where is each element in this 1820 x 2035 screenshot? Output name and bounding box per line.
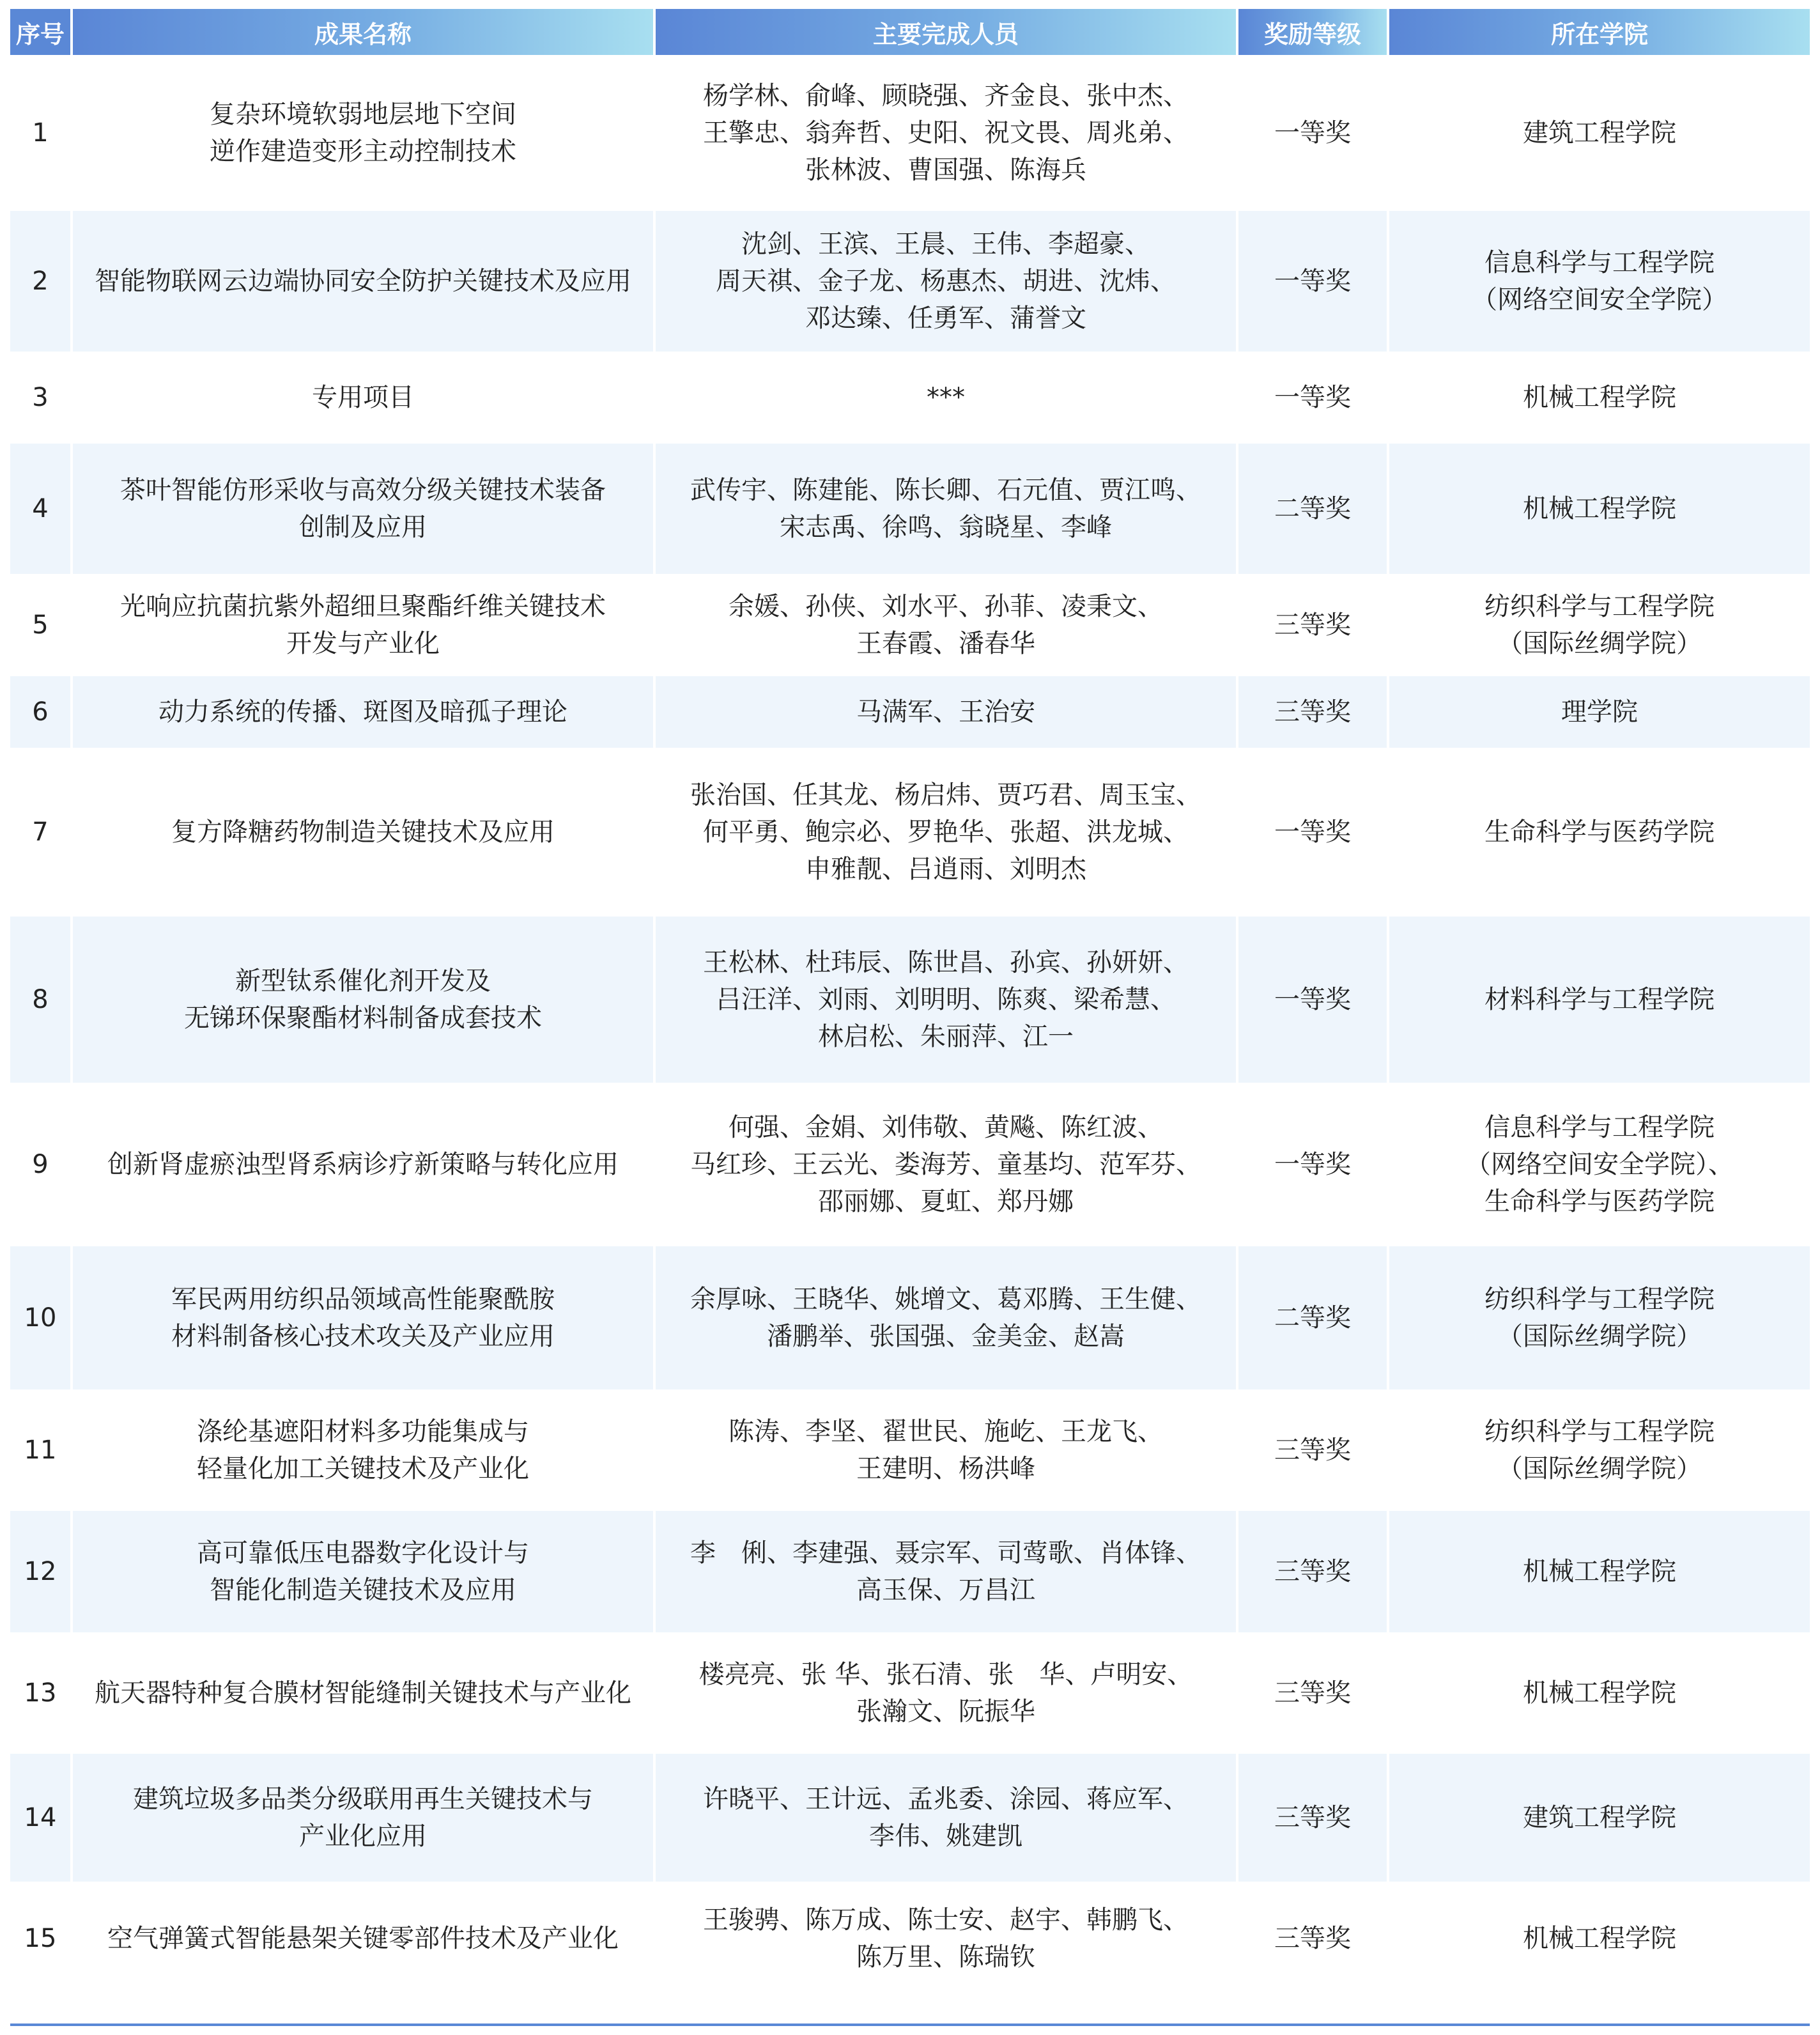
cell-name-line: 无锑环保聚酯材料制备成套技术 <box>184 1003 542 1033</box>
cell-college-line: 理学院 <box>1561 697 1638 727</box>
cell-name-line: 涤纶基遮阳材料多功能集成与 <box>197 1417 529 1446</box>
table-row <box>10 917 1810 1083</box>
cell-people-line: 张林波、曹国强、陈海兵 <box>805 155 1086 185</box>
cell-seq: 13 <box>10 1632 73 1754</box>
table-header <box>10 9 1810 55</box>
header-seq: 序号 <box>10 9 73 55</box>
cell-college-line: （国际丝绸学院） <box>1497 1322 1702 1351</box>
table-row <box>10 1511 1810 1632</box>
cell-name-line: 材料制备核心技术攻关及产业应用 <box>171 1322 555 1351</box>
cell-college <box>1389 1389 1810 1511</box>
cell-name <box>73 352 656 444</box>
cell-college-line: 机械工程学院 <box>1523 1557 1676 1586</box>
cell-name-line: 产业化应用 <box>299 1822 427 1851</box>
cell-level: 一等奖 <box>1238 352 1389 444</box>
cell-college-line: 机械工程学院 <box>1523 1924 1676 1953</box>
cell-college-line: （国际丝绸学院） <box>1497 629 1702 658</box>
cell-people-line: *** <box>927 383 965 412</box>
table-row <box>10 676 1810 748</box>
table-row <box>10 1389 1810 1511</box>
cell-people-line: 何强、金娟、刘伟敬、黄飚、陈红波、 <box>729 1113 1163 1142</box>
cell-people-line: 林启松、朱丽萍、江一 <box>818 1022 1074 1051</box>
table-row <box>10 1882 1810 1995</box>
cell-people-line: 马满军、王治安 <box>856 697 1035 727</box>
cell-people-line: 邓达臻、任勇军、蒲誉文 <box>805 304 1086 333</box>
cell-name <box>73 1246 656 1389</box>
cell-people-line: 周天祺、金子龙、杨惠杰、胡进、沈炜、 <box>716 267 1176 296</box>
cell-college-line: 纺织科学与工程学院 <box>1485 1417 1715 1446</box>
cell-college-line: 生命科学与医药学院 <box>1485 817 1715 847</box>
cell-people-line: 陈涛、李坚、翟世民、施屹、王龙飞、 <box>729 1417 1163 1446</box>
cell-people <box>656 55 1238 211</box>
cell-college <box>1389 1511 1810 1632</box>
cell-college <box>1389 676 1810 748</box>
cell-name <box>73 211 656 352</box>
cell-seq: 7 <box>10 748 73 917</box>
cell-people-line: 余厚咏、王晓华、姚增文、葛邓腾、王生健、 <box>690 1285 1201 1314</box>
cell-people-line: 王建明、杨洪峰 <box>856 1454 1035 1483</box>
cell-name <box>73 1632 656 1754</box>
cell-college-line: 信息科学与工程学院 <box>1485 248 1715 277</box>
table-row <box>10 444 1810 574</box>
cell-college-line: 纺织科学与工程学院 <box>1485 592 1715 621</box>
cell-seq: 6 <box>10 676 73 748</box>
cell-college-line: 机械工程学院 <box>1523 494 1676 523</box>
cell-name-line: 复方降糖药物制造关键技术及应用 <box>171 817 555 847</box>
cell-people-line: 张瀚文、阮振华 <box>856 1697 1035 1726</box>
cell-people-line: 宋志禹、徐鸣、翁晓星、李峰 <box>780 513 1112 542</box>
cell-people <box>656 1754 1238 1882</box>
cell-level: 三等奖 <box>1238 574 1389 676</box>
cell-name-line: 空气弹簧式智能悬架关键零部件技术及产业化 <box>107 1924 619 1953</box>
cell-people-line: 马红珍、王云光、娄海芳、童基均、范军芬、 <box>690 1150 1201 1179</box>
cell-level: 一等奖 <box>1238 748 1389 917</box>
table-body <box>10 55 1810 1995</box>
cell-people <box>656 1389 1238 1511</box>
cell-college-line: 材料科学与工程学院 <box>1485 985 1715 1014</box>
cell-level: 三等奖 <box>1238 676 1389 748</box>
cell-college-line: 生命科学与医药学院 <box>1485 1187 1715 1216</box>
header-college: 所在学院 <box>1389 9 1810 55</box>
cell-college <box>1389 1632 1810 1754</box>
cell-seq: 8 <box>10 917 73 1083</box>
cell-people <box>656 444 1238 574</box>
cell-people-line: 潘鹏举、张国强、金美金、赵嵩 <box>767 1322 1125 1351</box>
cell-college-line: 建筑工程学院 <box>1523 118 1676 148</box>
cell-college <box>1389 1754 1810 1882</box>
table-row <box>10 1083 1810 1246</box>
cell-seq: 9 <box>10 1083 73 1246</box>
cell-seq: 10 <box>10 1246 73 1389</box>
cell-people <box>656 211 1238 352</box>
cell-level: 一等奖 <box>1238 55 1389 211</box>
cell-name <box>73 574 656 676</box>
cell-people-line: 王骏骋、陈万成、陈士安、赵宇、韩鹏飞、 <box>703 1905 1189 1935</box>
cell-level: 一等奖 <box>1238 211 1389 352</box>
cell-name-line: 动力系统的传播、斑图及暗孤子理论 <box>158 697 567 727</box>
cell-people-line: 武传宇、陈建能、陈长卿、石元值、贾江鸣、 <box>690 476 1201 505</box>
cell-college-line: 机械工程学院 <box>1523 383 1676 412</box>
cell-name-line: 轻量化加工关键技术及产业化 <box>197 1454 529 1483</box>
cell-people-line: 高玉保、万昌江 <box>856 1575 1035 1605</box>
bottom-rule <box>10 2023 1810 2026</box>
cell-seq: 3 <box>10 352 73 444</box>
cell-name-line: 建筑垃圾多品类分级联用再生关键技术与 <box>133 1784 593 1814</box>
cell-people-line: 杨学林、俞峰、顾晓强、齐金良、张中杰、 <box>703 81 1189 111</box>
cell-people-line: 李 俐、李建强、聂宗军、司莺歌、肖体锋、 <box>690 1538 1201 1568</box>
cell-name <box>73 1754 656 1882</box>
cell-name-line: 军民两用纺织品领域高性能聚酰胺 <box>171 1285 555 1314</box>
cell-level: 三等奖 <box>1238 1389 1389 1511</box>
cell-college <box>1389 444 1810 574</box>
cell-college <box>1389 574 1810 676</box>
cell-people <box>656 1632 1238 1754</box>
cell-college-line: 信息科学与工程学院 <box>1485 1113 1715 1142</box>
cell-name <box>73 917 656 1083</box>
cell-seq: 12 <box>10 1511 73 1632</box>
cell-college <box>1389 352 1810 444</box>
award-table <box>10 9 1810 1995</box>
cell-level: 三等奖 <box>1238 1511 1389 1632</box>
cell-people-line: 王松林、杜玮辰、陈世昌、孙宾、孙妍妍、 <box>703 948 1189 977</box>
cell-college-line: （网络空间安全学院） <box>1472 285 1727 314</box>
cell-name <box>73 444 656 574</box>
cell-people <box>656 1083 1238 1246</box>
cell-people-line: 邵丽娜、夏虹、郑丹娜 <box>818 1187 1074 1216</box>
cell-seq: 4 <box>10 444 73 574</box>
cell-college <box>1389 917 1810 1083</box>
cell-name <box>73 55 656 211</box>
cell-college-line: 机械工程学院 <box>1523 1678 1676 1708</box>
cell-people-line: 陈万里、陈瑞钦 <box>856 1942 1035 1972</box>
cell-college-line: 建筑工程学院 <box>1523 1803 1676 1832</box>
cell-people <box>656 1882 1238 1995</box>
cell-name-line: 创制及应用 <box>299 513 427 542</box>
cell-people-line: 余媛、孙侠、刘水平、孙菲、凌秉文、 <box>729 592 1163 621</box>
cell-college <box>1389 1246 1810 1389</box>
cell-people <box>656 676 1238 748</box>
cell-college <box>1389 1083 1810 1246</box>
table-row <box>10 352 1810 444</box>
cell-college <box>1389 211 1810 352</box>
cell-college-line: （网络空间安全学院）、 <box>1465 1150 1734 1179</box>
table-row <box>10 1246 1810 1389</box>
cell-level: 三等奖 <box>1238 1754 1389 1882</box>
cell-people <box>656 748 1238 917</box>
cell-name <box>73 1511 656 1632</box>
cell-level: 一等奖 <box>1238 917 1389 1083</box>
table-row <box>10 55 1810 211</box>
cell-seq: 15 <box>10 1882 73 1995</box>
header-level: 奖励等级 <box>1238 9 1389 55</box>
cell-seq: 1 <box>10 55 73 211</box>
cell-people-line: 张治国、任其龙、杨启炜、贾巧君、周玉宝、 <box>690 780 1201 810</box>
cell-name <box>73 676 656 748</box>
cell-level: 二等奖 <box>1238 444 1389 574</box>
cell-name-line: 光响应抗菌抗紫外超细旦聚酯纤维关键技术 <box>120 592 606 621</box>
cell-level: 一等奖 <box>1238 1083 1389 1246</box>
cell-name-line: 茶叶智能仿形采收与高效分级关键技术装备 <box>120 476 606 505</box>
cell-name <box>73 1083 656 1246</box>
cell-name-line: 智能物联网云边端协同安全防护关键技术及应用 <box>95 267 631 296</box>
cell-college-line: 纺织科学与工程学院 <box>1485 1285 1715 1314</box>
cell-name-line: 创新肾虚瘀浊型肾系病诊疗新策略与转化应用 <box>107 1150 619 1179</box>
cell-name <box>73 1389 656 1511</box>
cell-people-line: 吕汪洋、刘雨、刘明明、陈爽、梁希慧、 <box>716 985 1176 1014</box>
cell-people-line: 许晓平、王计远、孟兆委、涂园、蒋应军、 <box>703 1784 1189 1814</box>
cell-name-line: 航天器特种复合膜材智能缝制关键技术与产业化 <box>95 1678 631 1708</box>
cell-people <box>656 352 1238 444</box>
cell-people-line: 王擎忠、翁奔哲、史阳、祝文畏、周兆弟、 <box>703 118 1189 148</box>
table-row <box>10 1754 1810 1882</box>
cell-people-line: 楼亮亮、张 华、张石清、张 华、卢明安、 <box>698 1660 1193 1689</box>
cell-seq: 11 <box>10 1389 73 1511</box>
header-row <box>10 9 1810 55</box>
cell-level: 三等奖 <box>1238 1632 1389 1754</box>
cell-seq: 5 <box>10 574 73 676</box>
table-row <box>10 211 1810 352</box>
cell-people-line: 王春霞、潘春华 <box>856 629 1035 658</box>
cell-people-line: 申雅靓、吕逍雨、刘明杰 <box>805 855 1086 884</box>
cell-people-line: 沈剑、王滨、王晨、王伟、李超豪、 <box>741 229 1150 259</box>
cell-level: 三等奖 <box>1238 1882 1389 1995</box>
cell-college <box>1389 1882 1810 1995</box>
cell-college <box>1389 55 1810 211</box>
cell-name-line: 新型钛系催化剂开发及 <box>235 966 491 996</box>
cell-college-line: （国际丝绸学院） <box>1497 1454 1702 1483</box>
cell-name <box>73 1882 656 1995</box>
cell-name-line: 开发与产业化 <box>286 629 440 658</box>
header-people: 主要完成人员 <box>656 9 1238 55</box>
cell-name-line: 复杂环境软弱地层地下空间 <box>210 100 516 129</box>
cell-name-line: 高可靠低压电器数字化设计与 <box>197 1538 529 1568</box>
header-name: 成果名称 <box>73 9 656 55</box>
cell-people <box>656 1246 1238 1389</box>
table-row <box>10 574 1810 676</box>
cell-name-line: 专用项目 <box>312 383 414 412</box>
table-row <box>10 1632 1810 1754</box>
cell-people <box>656 1511 1238 1632</box>
cell-people-line: 李伟、姚建凯 <box>869 1822 1022 1851</box>
cell-seq: 14 <box>10 1754 73 1882</box>
cell-name <box>73 748 656 917</box>
cell-people <box>656 574 1238 676</box>
cell-college <box>1389 748 1810 917</box>
cell-name-line: 智能化制造关键技术及应用 <box>210 1575 516 1605</box>
table-row <box>10 748 1810 917</box>
cell-level: 二等奖 <box>1238 1246 1389 1389</box>
cell-people-line: 何平勇、鲍宗必、罗艳华、张超、洪龙城、 <box>703 817 1189 847</box>
cell-name-line: 逆作建造变形主动控制技术 <box>210 137 516 166</box>
cell-seq: 2 <box>10 211 73 352</box>
cell-people <box>656 917 1238 1083</box>
